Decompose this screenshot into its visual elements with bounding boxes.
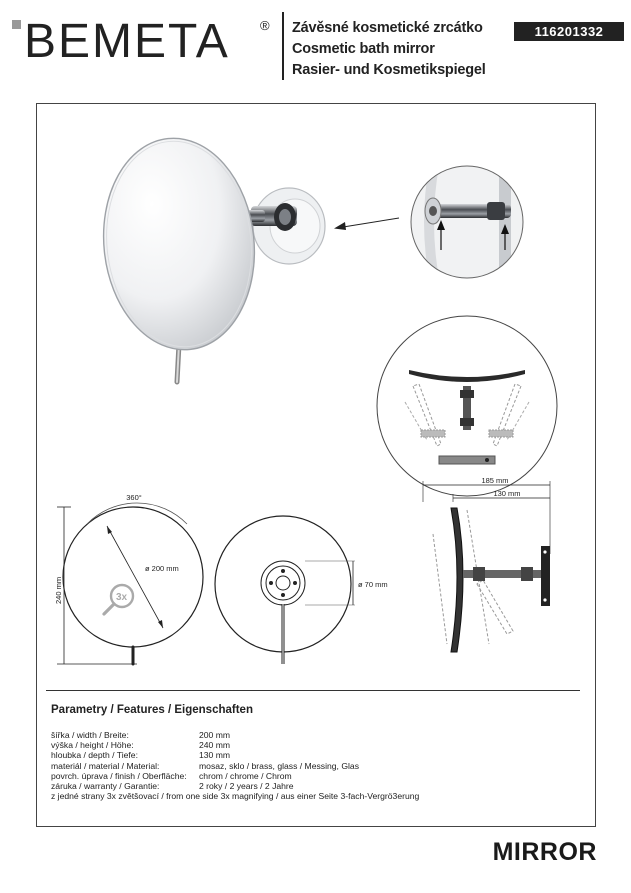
product-titles <box>292 18 486 81</box>
feature-label: záruka / warranty / Garantie: <box>51 780 160 791</box>
feature-value: 130 mm <box>199 750 231 761</box>
feature-value: mosaz, sklo / brass, glass / Messing, Glas <box>199 760 359 771</box>
feature-note: z jedné strany 3x zvětšovací / from one side 3x magnifying / aus einer Seite 3-fach-Vergrö3erung <box>51 791 420 802</box>
product-render <box>93 131 325 382</box>
title-en: Cosmetic bath mirror <box>292 41 435 57</box>
title-cz: Závěsné kosmetické zrcátko <box>292 20 483 36</box>
base-diameter-label: ø 70 mm <box>358 580 388 589</box>
bemeta-logo <box>10 10 280 66</box>
height-label: 240 mm <box>54 576 63 604</box>
features-title: Parametry / Features / Eigenschaften <box>51 704 253 716</box>
technical-drawings <box>37 104 595 704</box>
product-code: 116201332 <box>514 22 624 41</box>
feature-value: 200 mm <box>199 730 231 740</box>
logo-square <box>12 20 21 29</box>
detail-arrow <box>334 218 399 230</box>
tilt-diagram <box>377 316 557 496</box>
detail-view <box>411 166 523 278</box>
product-type: MIRROR <box>492 838 597 866</box>
rotation-label: 360° <box>126 493 142 502</box>
feature-value: chrom / chrome / Chrom <box>199 770 292 781</box>
feature-label: šířka / width / Breite: <box>51 730 129 740</box>
side-dimension-view <box>423 476 550 652</box>
feature-label: materiál / material / Material: <box>51 760 160 771</box>
depth-total-label: 185 mm <box>481 476 509 485</box>
feature-label: hloubka / depth / Tiefe: <box>51 750 138 761</box>
feature-value: 2 roky / 2 years / 2 Jahre <box>199 780 294 791</box>
diameter-label: ø 200 mm <box>145 564 179 573</box>
feature-value: 240 mm <box>199 740 231 751</box>
feature-label: povrch. úprava / finish / Oberfläche: <box>51 770 187 781</box>
title-de: Rasier- und Kosmetikspiegel <box>292 62 486 78</box>
brand-name: BEMETA <box>24 15 230 66</box>
magnify-label: 3x <box>116 592 128 603</box>
back-dimension-view <box>215 516 388 664</box>
feature-label: výška / height / Höhe: <box>51 740 134 751</box>
front-dimension-view <box>54 493 203 664</box>
section-divider <box>46 690 580 691</box>
registered-mark: ® <box>260 18 270 33</box>
header-separator <box>282 12 284 80</box>
depth-arm-label: 130 mm <box>493 489 521 498</box>
